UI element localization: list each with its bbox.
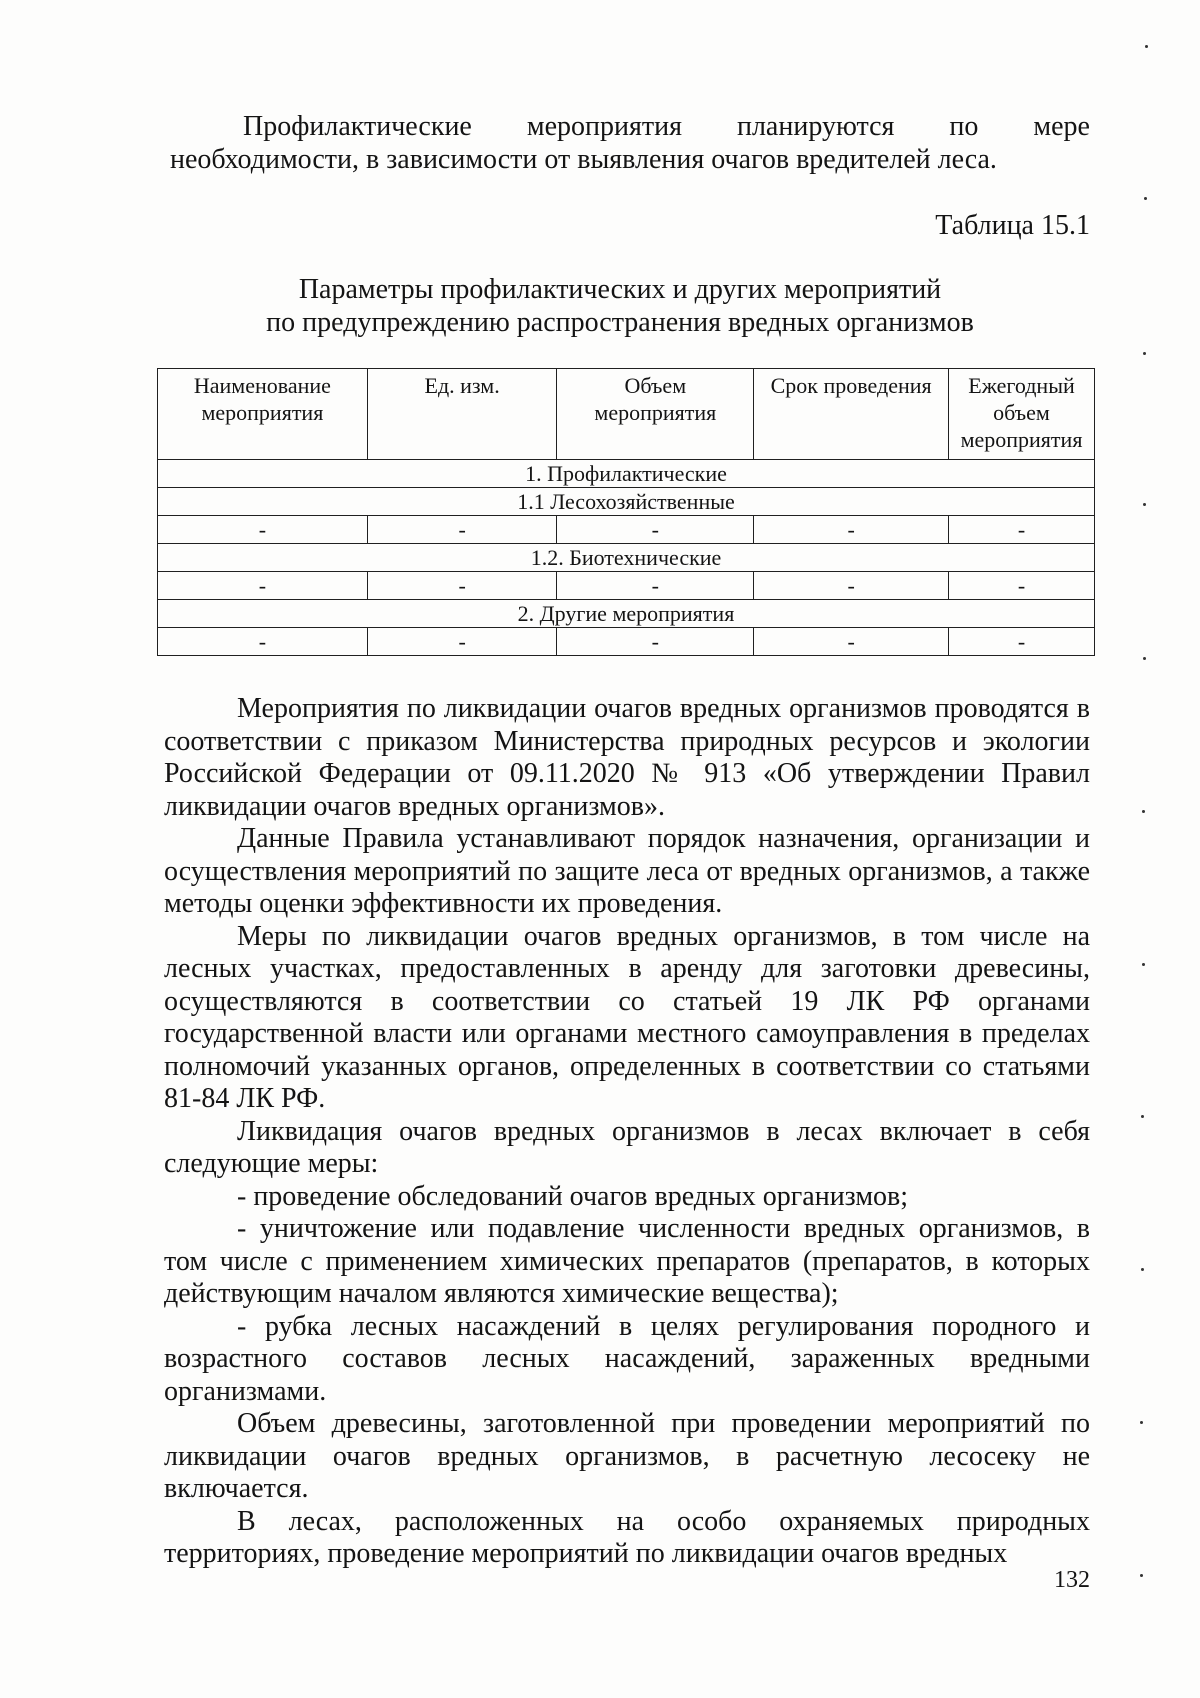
table-title-line-1: Параметры профилактических и других мероприятий (298, 274, 942, 305)
scan-speck (1143, 503, 1146, 506)
section-row (158, 544, 1095, 572)
scan-speck (1140, 1421, 1143, 1424)
scan-speck (1142, 963, 1145, 966)
table-cell: - (367, 572, 557, 600)
paragraph: Данные Правила устанавливают порядок назначения, организации и осуществления мероприятий по защите леса от вредных организмов, а также методы оценки эффективности их проведения. (164, 823, 1090, 919)
scan-speck (1142, 810, 1145, 813)
table-title-line-2: по предупреждению распространения вредных организмов (266, 307, 974, 338)
section-title: 1.1 Лесохозяйственные (158, 488, 1095, 516)
table-cell: - (949, 628, 1095, 656)
scan-speck (1144, 197, 1147, 200)
table-cell: - (367, 628, 557, 656)
table-cell: - (158, 516, 368, 544)
paragraph: Объем древесины, заготовленной при проведении мероприятий по ликвидации очагов вредных организмов, в расчетную лесосеку не включается. (164, 1408, 1090, 1504)
section-title: 2. Другие мероприятия (158, 600, 1095, 628)
scan-speck (1141, 1268, 1144, 1271)
table-cell: - (754, 572, 949, 600)
intro-line-2: необходимости, в зависимости от выявления очагов вредителей леса. (170, 144, 997, 175)
scan-speck (1141, 1115, 1144, 1118)
table-row (158, 516, 1095, 544)
paragraph: Ликвидация очагов вредных организмов в лесах включает в себя следующие меры: (164, 1115, 1090, 1179)
intro-line-1: Профилактические мероприятия планируются по мере (243, 111, 1090, 142)
table-title (150, 273, 1090, 339)
table-cell: - (949, 572, 1095, 600)
list-item: - рубка лесных насаждений в целях регулирования породного и возрастного составов лесных насаждений, зараженных вредными организмами. (164, 1310, 1090, 1407)
paragraph: Меры по ликвидации очагов вредных организмов, в том числе на лесных участках, предоставленных в аренду для заготовки древесины, осуществляются в соответствии со статьей 19 ЛК РФ органами государственной власти или органами местного самоуправления в пределах полномочий указанных органов, определенных в соответствии со статьями 81-84 ЛК РФ. (164, 920, 1090, 1114)
table-cell: - (557, 628, 754, 656)
table-cell: - (367, 516, 557, 544)
scan-speck (1143, 352, 1146, 355)
list-item: - проведение обследований очагов вредных организмов; (237, 1180, 909, 1212)
header-cell: Наименование мероприятия (158, 369, 368, 460)
table-header-row (158, 369, 1095, 460)
list-item: - уничтожение или подавление численности вредных организмов, в том числе с применением химических препаратов (препаратов, в которых действующим началом являются химические вещества); (164, 1213, 1090, 1309)
table-row (158, 628, 1095, 656)
section-title: 1.2. Биотехнические (158, 544, 1095, 572)
section-row (158, 488, 1095, 516)
body-text (164, 693, 1090, 1571)
table-cell: - (949, 516, 1095, 544)
header-cell: Ежегодный объем мероприятия (949, 369, 1095, 460)
table-cell: - (754, 516, 949, 544)
table-row (158, 572, 1095, 600)
scan-speck (1140, 1574, 1143, 1577)
table-number: Таблица 15.1 (935, 210, 1090, 241)
intro-paragraph (170, 110, 1090, 176)
header-cell: Срок проведения (754, 369, 949, 460)
table-cell: - (158, 628, 368, 656)
header-cell: Ед. изм. (367, 369, 557, 460)
scan-speck (1143, 657, 1146, 660)
header-cell: Объем мероприятия (557, 369, 754, 460)
section-row (158, 600, 1095, 628)
paragraph: Мероприятия по ликвидации очагов вредных организмов проводятся в соответствии с приказом Министерства природных ресурсов и экологии Российской Федерации от 09.11.2020 № 913 «Об утверждении Правил ликвидации очагов вредных организмов». (164, 693, 1090, 822)
page-number: 132 (1054, 1567, 1090, 1593)
table-cell: - (754, 628, 949, 656)
table-cell: - (557, 516, 754, 544)
scan-speck (1145, 45, 1148, 48)
section-title: 1. Профилактические (158, 460, 1095, 488)
measures-table (157, 368, 1095, 656)
section-row (158, 460, 1095, 488)
table-cell: - (158, 572, 368, 600)
table-cell: - (557, 572, 754, 600)
paragraph: В лесах, расположенных на особо охраняемых природных территориях, проведение мероприятий по ликвидации очагов вредных (164, 1505, 1090, 1569)
